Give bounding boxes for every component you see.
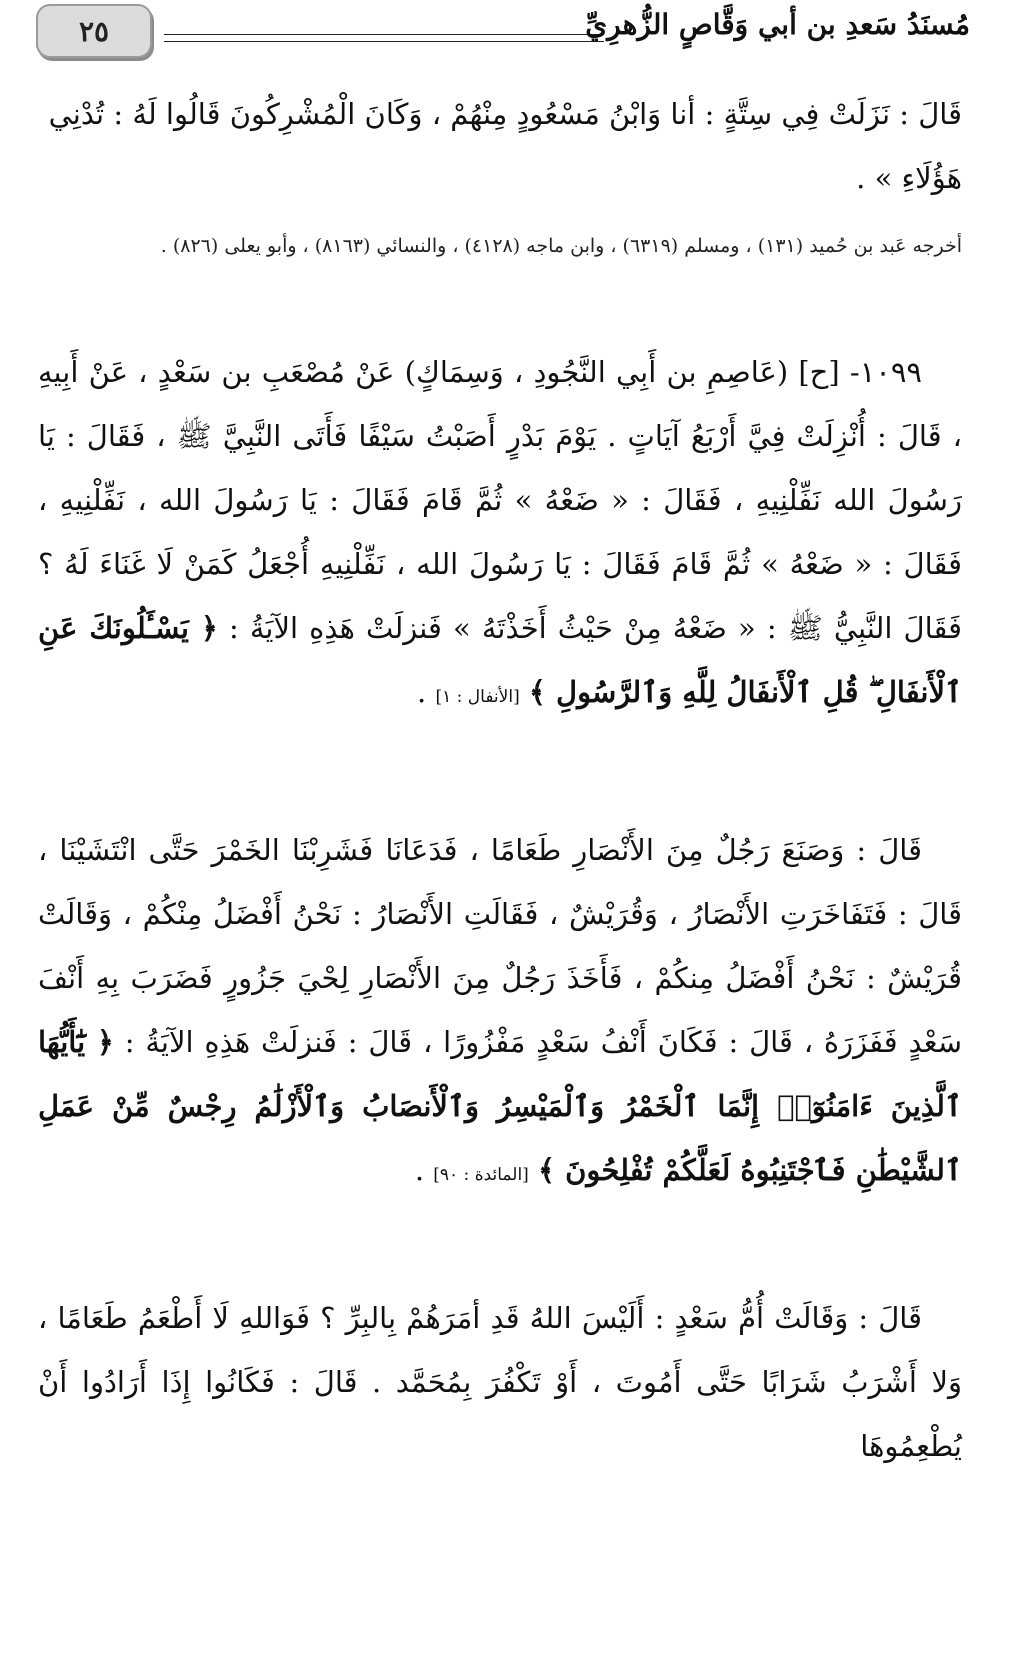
hadith-end-punct: . <box>417 675 436 709</box>
section-1-line-1: قَالَ : نَزَلَتْ فِي سِتَّةٍ : أنا وَابْنُ مَسْعُودٍ مِنْهُمْ ، وَكَانَ الْمُشْرِكُونَ قَالُوا لَهُ : تُدْنِي <box>48 97 962 131</box>
running-title: مُسنَدُ سَعدِ بن أبي وَقَّاصٍ الزُّهرِيِّ <box>585 8 970 41</box>
page-header <box>36 0 970 64</box>
quran-verse-anfal: ﴿ يَسْـَٔلُونَكَ عَنِ ٱلْأَنفَالِ ۖ قُلِ ٱلْأَنفَالُ لِلَّهِ وَٱلرَّسُولِ ﴾ <box>38 611 962 709</box>
footnote-text: أخرجه عَبد بن حُميد (١٣١) ، ومسلم (٦٣١٩) ، وابن ماجه (٤١٢٨) ، والنسائي (٨١٦٣) ، وأبو يعلى (٨٢٦) . <box>160 235 962 257</box>
verse-reference-maidah: [المائدة : ٩٠] <box>433 1165 529 1185</box>
section-3-text: قَالَ : وَصَنَعَ رَجُلٌ مِنَ الأَنْصَارِ طَعَامًا ، فَدَعَانَا فَشَرِبْنَا الخَمْرَ حَتَّى انْتَشَيْنَا ، قَالَ : فَتَفَاخَرَتِ الأَنْصَارُ ، وَقُرَيْشٌ ، فَقَالَتِ الأَنْصَارُ : نَحْنُ أَفْضَلُ مِنْكُمْ ، وَقَالَتْ قُرَيْشٌ : نَحْنُ أَفْضَلُ مِنكُمْ ، فَأَخَذَ رَجُلٌ مِنَ الأَنْصَارِ لِحْيَ جَزُورٍ فَضَرَبَ بِهِ أَنْفَ سَعْدٍ فَفَزَرَهُ ، قَالَ : فَكَانَ أَنْفُ سَعْدٍ مَفْزُورًا ، قَالَ : فَنزلَتْ هَذِهِ الآيَةُ : <box>38 833 962 1059</box>
header-rule <box>164 34 604 42</box>
section-1-line-2: هَؤُلَاءِ » . <box>856 161 962 195</box>
footnote <box>38 226 962 266</box>
section-1 <box>38 82 962 210</box>
page-number: ٢٥ <box>78 14 110 48</box>
section-4 <box>38 1286 962 1478</box>
section-3 <box>38 818 962 1207</box>
verse-reference-anfal: [الأنفال : ١] <box>435 687 520 707</box>
page-number-badge <box>36 4 152 58</box>
quran-verse-maidah: ﴿ يَٰٓأَيُّهَا ٱلَّذِينَ ءَامَنُوٓا۟ إِنَّمَا ٱلْخَمْرُ وَٱلْمَيْسِرُ وَٱلْأَنصَابُ وَٱلْأَزْلَٰمُ رِجْسٌ مِّنْ عَمَلِ ٱلشَّيْطَٰنِ فَٱجْتَنِبُوهُ لَعَلَّكُمْ تُفْلِحُونَ ﴾ <box>38 1025 962 1187</box>
hadith-text: ١٠٩٩- [ح] (عَاصِمِ بن أَبِي النَّجُودِ ، وَسِمَاكٍ) عَنْ مُصْعَبِ بن سَعْدٍ ، عَنْ أَبِيهِ ، قَالَ : أُنْزِلَتْ فِيَّ أَرْبَعُ آيَاتٍ . يَوْمَ بَدْرٍ أَصَبْتُ سَيْفًا فَأَتَى النَّبِيَّ ﷺ ، فَقَالَ : يَا رَسُولَ الله نَفِّلْنِيهِ ، فَقَالَ : « ضَعْهُ » ثُمَّ قَامَ فَقَالَ : يَا رَسُولَ الله ، نَفِّلْنِيهِ ، فَقَالَ : « ضَعْهُ » ثُمَّ قَامَ فَقَالَ : يَا رَسُولَ الله ، نَفِّلْنِيهِ أُجْعَلُ كَمَنْ لَا غَنَاءَ لَهُ ؟ فَقَالَ النَّبِيُّ ﷺ : « ضَعْهُ مِنْ حَيْثُ أَخَذْتَهُ » فَنزلَتْ هَذِهِ الآيَةُ : <box>38 355 962 645</box>
hadith-1099 <box>38 340 962 729</box>
section-4-text: قَالَ : وَقَالَتْ أُمُّ سَعْدٍ : أَلَيْسَ اللهُ قَدِ أمَرَهُمْ بِالبِرِّ ؟ فَوَاللهِ لَا أَطْعَمُ طَعَامًا ، وَلا أَشْرَبُ شَرَابًا حَتَّى أَمُوتَ ، أَوْ تَكْفُرَ بِمُحَمَّد . قَالَ : فَكَانُوا إِذَا أَرَادُوا أَنْ يُطْعِمُوهَا <box>38 1301 962 1463</box>
section-3-end-punct: . <box>414 1153 434 1187</box>
